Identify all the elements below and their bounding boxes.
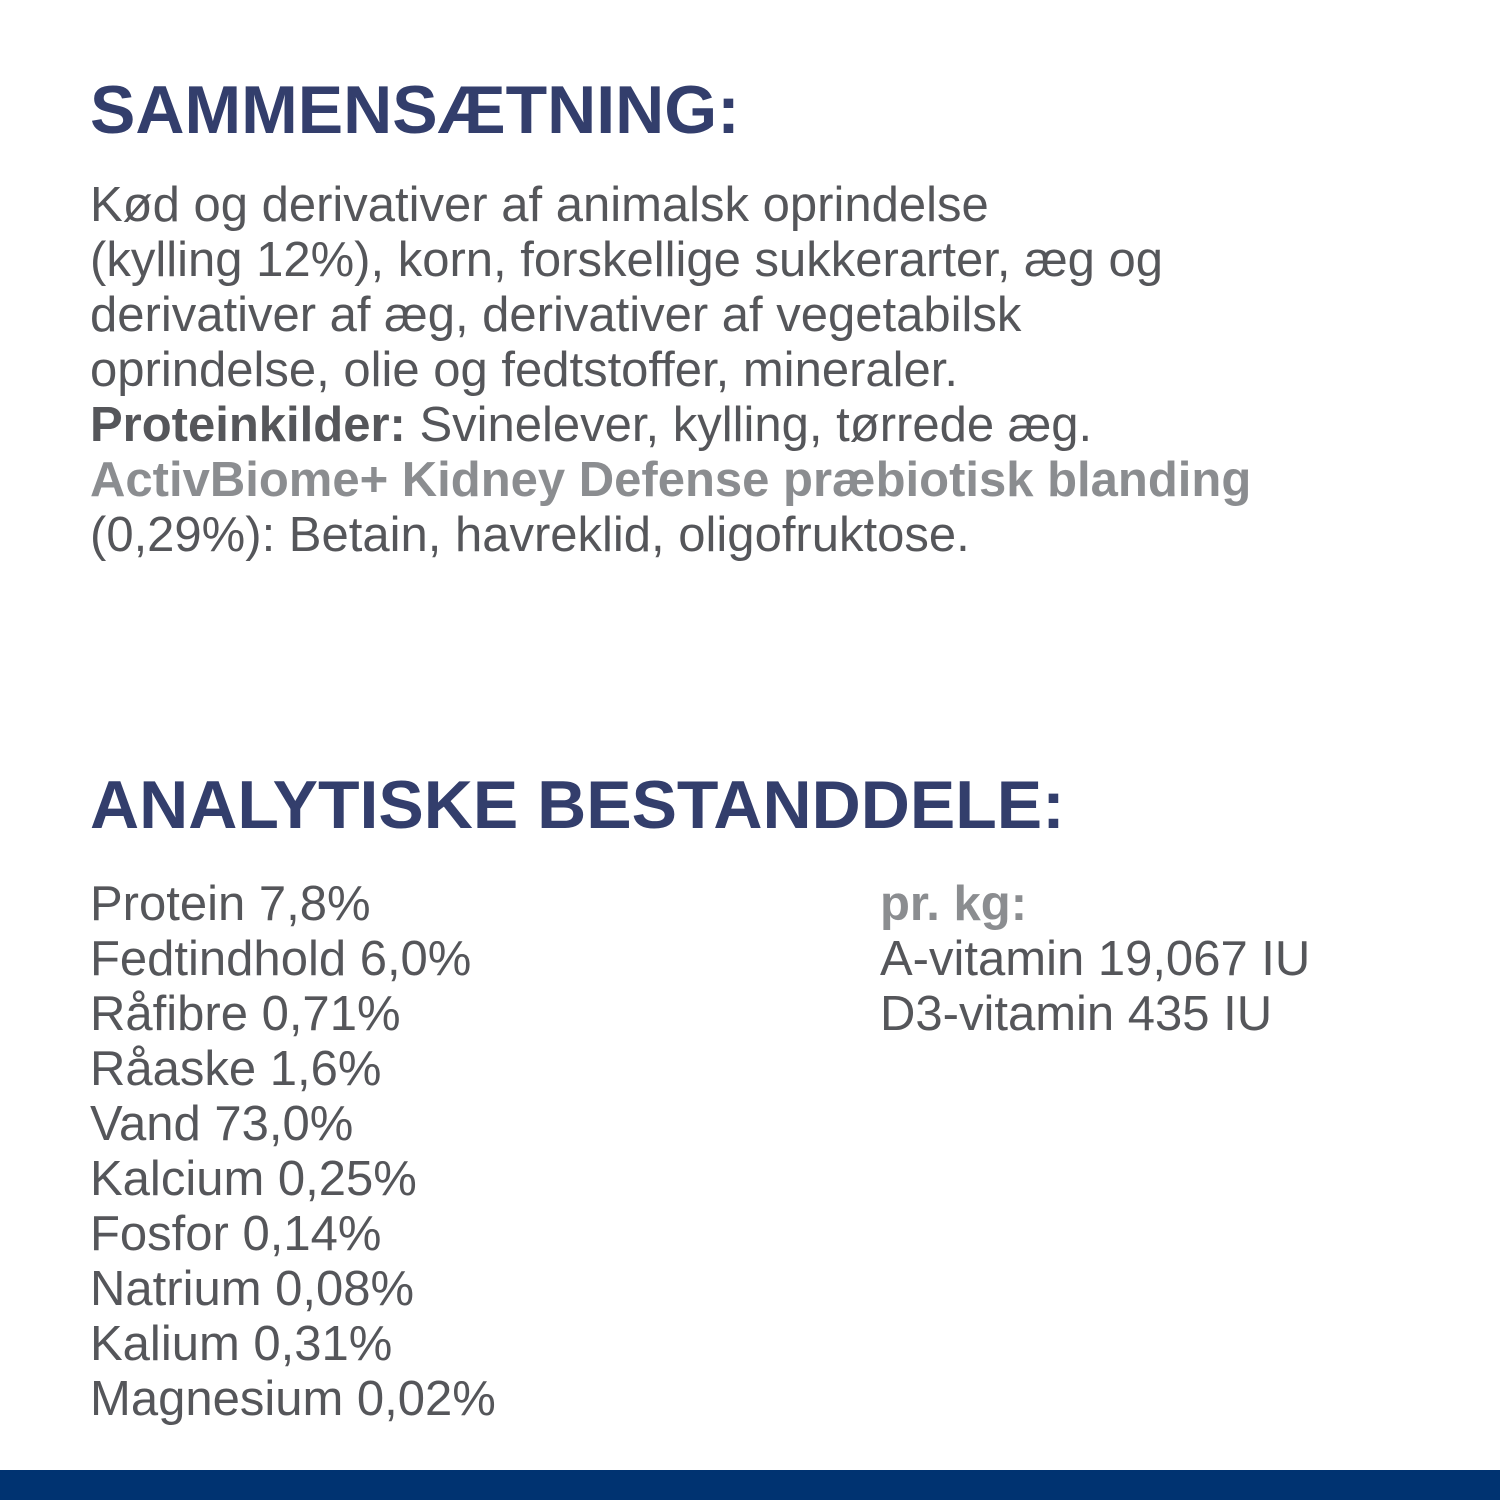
analytical-constituents-heading: ANALYTISKE BESTANDDELE: (90, 767, 1065, 843)
composition-line-4: oprindelse, olie og fedtstoffer, mineraler. (90, 343, 959, 397)
list-item-fat: Fedtindhold 6,0% (90, 932, 472, 986)
analytical-constituents-list (90, 877, 870, 1427)
composition-line-3: derivativer af æg, derivativer af vegetabilsk (90, 288, 1022, 342)
per-kg-column (880, 877, 1440, 1042)
bottom-accent-bar (0, 1470, 1500, 1500)
vitamin-d3-value: D3-vitamin 435 IU (880, 987, 1273, 1041)
activbiome-value: (0,29%): Betain, havreklid, oligofruktose. (90, 508, 970, 562)
list-item-calcium: Kalcium 0,25% (90, 1152, 417, 1206)
composition-line-2: (kylling 12%), korn, forskellige sukkerarter, æg og (90, 233, 1163, 287)
per-kg-label: pr. kg: (880, 877, 1028, 931)
composition-paragraph (90, 178, 1430, 563)
list-item-magnesium: Magnesium 0,02% (90, 1372, 496, 1426)
list-item-moisture: Vand 73,0% (90, 1097, 354, 1151)
list-item-sodium: Natrium 0,08% (90, 1262, 415, 1316)
list-item-crude-fibre: Råfibre 0,71% (90, 987, 401, 1041)
composition-line-1: Kød og derivativer af animalsk oprindelse (90, 178, 989, 232)
composition-protein-line (90, 398, 1430, 453)
protein-sources-label: Proteinkilder: (90, 398, 406, 452)
list-item-phosphorus: Fosfor 0,14% (90, 1207, 382, 1261)
activbiome-label: ActivBiome+ Kidney Defense præbiotisk blanding (90, 453, 1252, 507)
list-item-potassium: Kalium 0,31% (90, 1317, 393, 1371)
vitamin-a-value: A-vitamin 19,067 IU (880, 932, 1311, 986)
list-item-protein: Protein 7,8% (90, 877, 371, 931)
list-item-crude-ash: Råaske 1,6% (90, 1042, 382, 1096)
composition-heading: SAMMENSÆTNING: (90, 72, 740, 148)
protein-sources-value: Svinelever, kylling, tørrede æg. (405, 398, 1093, 452)
